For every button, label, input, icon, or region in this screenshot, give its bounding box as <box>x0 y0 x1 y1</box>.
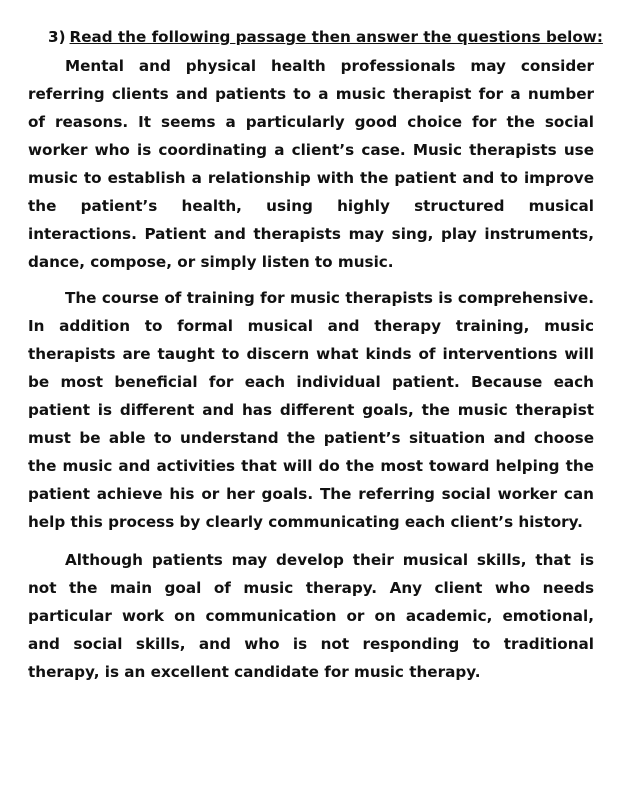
question-instruction: Read the following passage then answer the questions below: <box>69 28 603 46</box>
passage-paragraph-3: Although patients may develop their musical skills, that is not the main goal of music therapy. Any client who needs particular work on communication or on academic, emotional, and social skills, and who is not responding to traditional therapy, is an excellent candidate for music therapy. <box>28 551 594 681</box>
document-page <box>28 26 603 694</box>
passage <box>28 52 594 686</box>
question-number: 3) <box>48 28 66 46</box>
passage-paragraph-2: The course of training for music therapists is comprehensive. In addition to formal musical and therapy training, music therapists are taught to discern what kinds of interventions will be most beneficial for each individual patient. Because each patient is different and has different goals, the music therapist must be able to understand the patient’s situation and choose the music and activities that will do the most toward helping the patient achieve his or her goals. The referring social worker can help this process by clearly communicating each client’s history. <box>28 289 594 531</box>
question-heading <box>48 26 603 48</box>
passage-paragraph-1: Mental and physical health professionals may consider referring clients and patients to a music therapist for a number of reasons. It seems a particularly good choice for the social worker who is coordinating a client’s case. Music therapists use music to establish a relationship with the patient and to improve the patient’s health, using highly structured musical interactions. Patient and therapists may sing, play instruments, dance, compose, or simply listen to music. <box>28 57 594 271</box>
